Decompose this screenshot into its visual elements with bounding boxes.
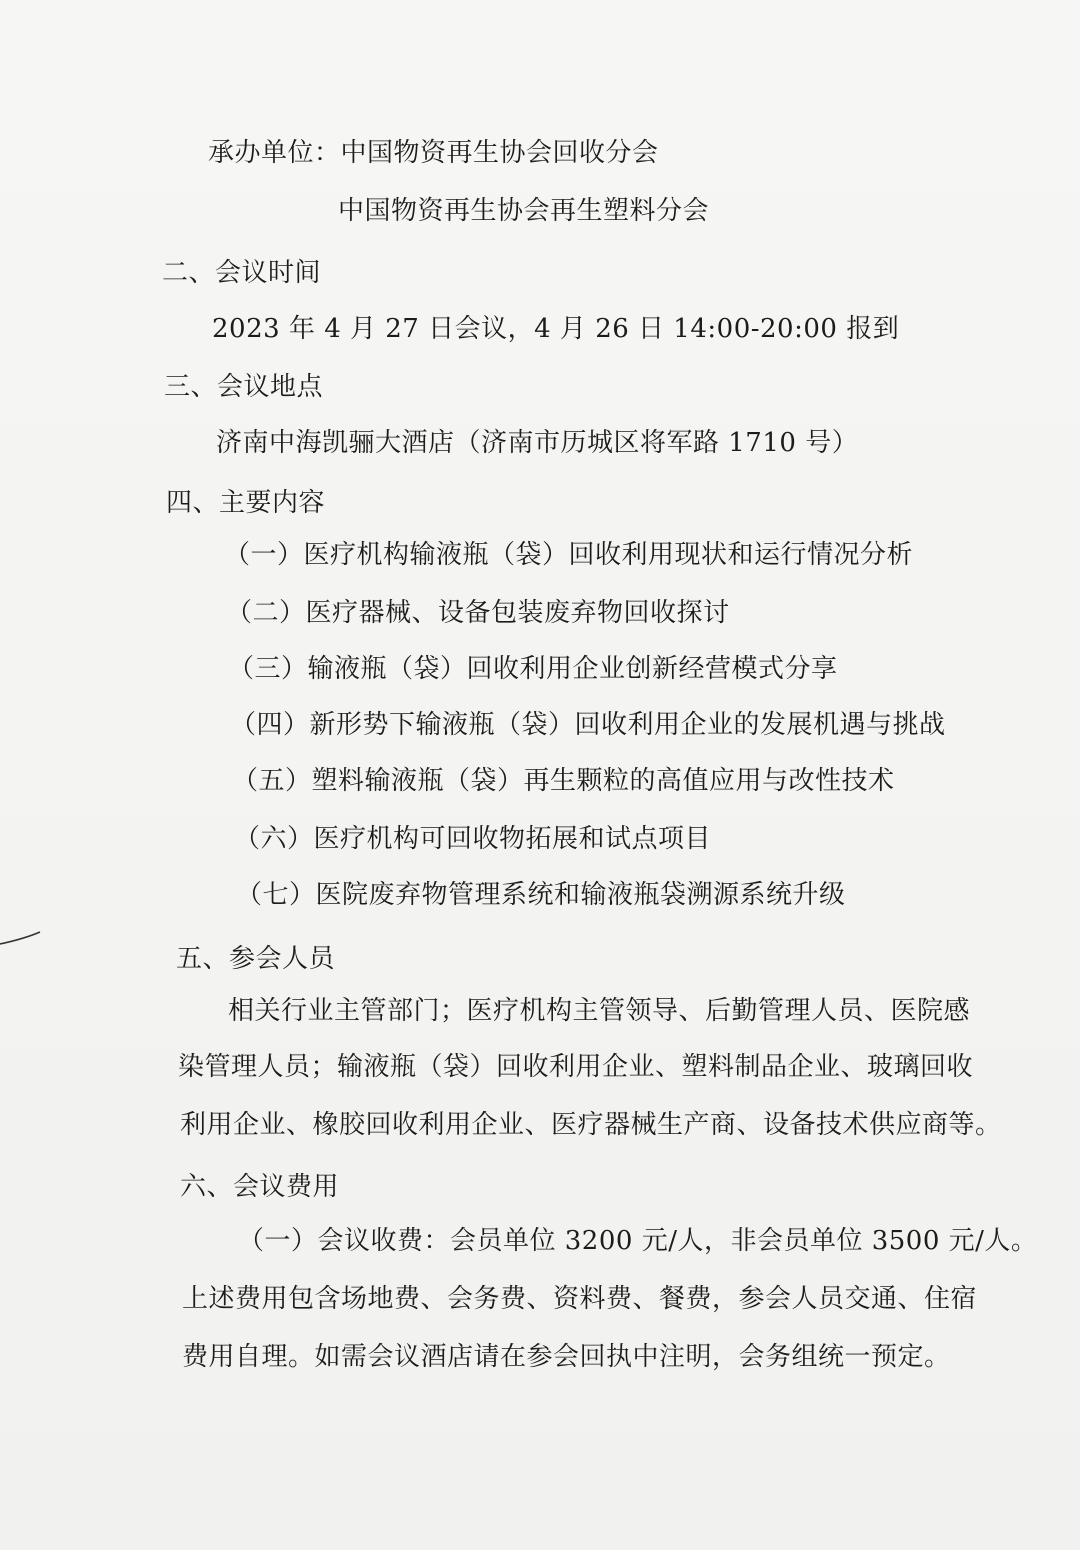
content-item-5: （五）塑料输液瓶（袋）再生颗粒的高值应用与改性技术 (232, 766, 895, 796)
meeting-time-text: 2023 年 4 月 27 日会议，4 月 26 日 14:00-20:00 报到 (212, 314, 900, 344)
fees-line-3: 费用自理。如需会议酒店请在参会回执中注明，会务组统一预定。 (182, 1342, 951, 1372)
content-item-2: （二）医疗器械、设备包装废弃物回收探讨 (226, 598, 730, 628)
attendees-line-1: 相关行业主管部门；医疗机构主管领导、后勤管理人员、医院感 (228, 996, 971, 1026)
content-item-3: （三）输液瓶（袋）回收利用企业创新经营模式分享 (228, 654, 838, 684)
organizer-name-1: 中国物资再生协会回收分会 (340, 138, 659, 168)
section-heading-time: 二、会议时间 (162, 258, 322, 288)
content-item-7: （七）医院废弃物管理系统和输液瓶袋溯源系统升级 (236, 880, 846, 910)
attendees-line-2: 染管理人员；输液瓶（袋）回收利用企业、塑料制品企业、玻璃回收 (178, 1052, 974, 1082)
section-heading-fees: 六、会议费用 (180, 1172, 340, 1202)
section-heading-attendees: 五、参会人员 (176, 944, 336, 974)
organizer-label: 承办单位： (208, 138, 341, 168)
section-heading-content: 四、主要内容 (166, 488, 326, 518)
organizer-line-1 (208, 136, 659, 170)
edge-scratch-mark (0, 928, 42, 948)
fees-line-1: （一）会议收费：会员单位 3200 元/人，非会员单位 3500 元/人。 (238, 1226, 1038, 1256)
fees-line-2: 上述费用包含场地费、会务费、资料费、餐费，参会人员交通、住宿 (182, 1284, 978, 1314)
content-item-1: （一）医疗机构输液瓶（袋）回收利用现状和运行情况分析 (224, 540, 914, 570)
content-item-4: （四）新形势下输液瓶（袋）回收利用企业的发展机遇与挑战 (230, 710, 946, 740)
organizer-name-2: 中国物资再生协会再生塑料分会 (338, 196, 710, 226)
section-heading-location: 三、会议地点 (164, 372, 324, 402)
content-item-6: （六）医疗机构可回收物拓展和试点项目 (234, 824, 712, 854)
meeting-location-text: 济南中海凯骊大酒店（济南市历城区将军路 1710 号） (216, 428, 859, 458)
attendees-line-3: 利用企业、橡胶回收利用企业、医疗器械生产商、设备技术供应商等。 (180, 1110, 1002, 1140)
